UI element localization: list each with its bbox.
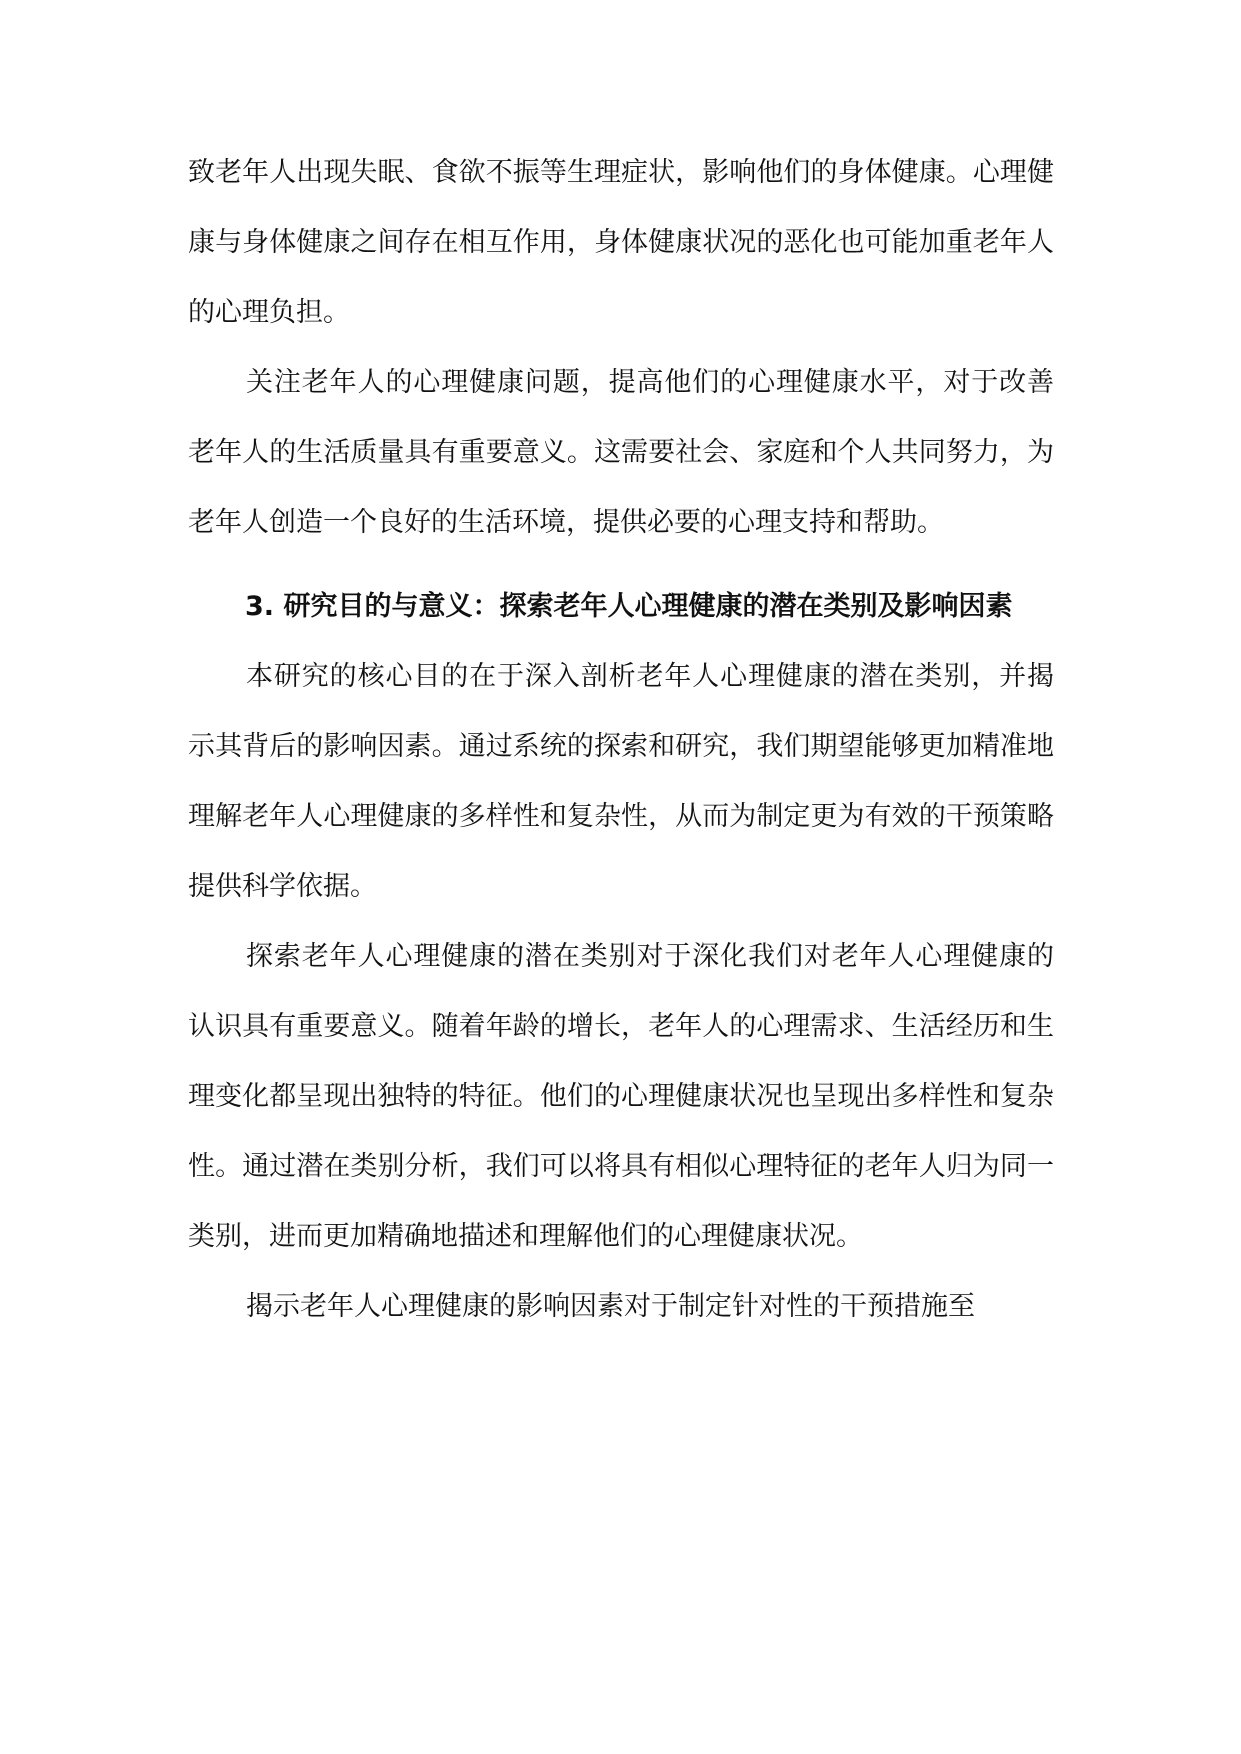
paragraph-research-core-purpose: 本研究的核心目的在于深入剖析老年人心理健康的潜在类别，并揭示其背后的影响因素。通过系统的探索和研究，我们期望能够更加精准地理解老年人心理健康的多样性和复杂性，从而为制定更为有效的干预策略提供科学依据。	[188, 661, 1054, 902]
paragraph-mental-health-attention: 关注老年人的心理健康问题，提高他们的心理健康水平，对于改善老年人的生活质量具有重要意义。这需要社会、家庭和个人共同努力，为老年人创造一个良好的生活环境，提供必要的心理支持和帮助。	[188, 367, 1054, 538]
paragraph-continuation: 致老年人出现失眠、食欲不振等生理症状，影响他们的身体健康。心理健康与身体健康之间存在相互作用，身体健康状况的恶化也可能加重老年人的心理负担。	[188, 157, 1054, 328]
paragraph-latent-categories: 探索老年人心理健康的潜在类别对于深化我们对老年人心理健康的认识具有重要意义。随着年龄的增长，老年人的心理需求、生活经历和生理变化都呈现出独特的特征。他们的心理健康状况也呈现出多样性和复杂性。通过潜在类别分析，我们可以将具有相似心理特征的老年人归为同一类别，进而更加精确地描述和理解他们的心理健康状况。	[188, 941, 1054, 1252]
paragraph-influencing-factors: 揭示老年人心理健康的影响因素对于制定针对性的干预措施至	[246, 1291, 975, 1322]
document-body	[188, 138, 1054, 1342]
section-heading-research-purpose: 3. 研究目的与意义：探索老年人心理健康的潜在类别及影响因素	[245, 591, 1013, 622]
